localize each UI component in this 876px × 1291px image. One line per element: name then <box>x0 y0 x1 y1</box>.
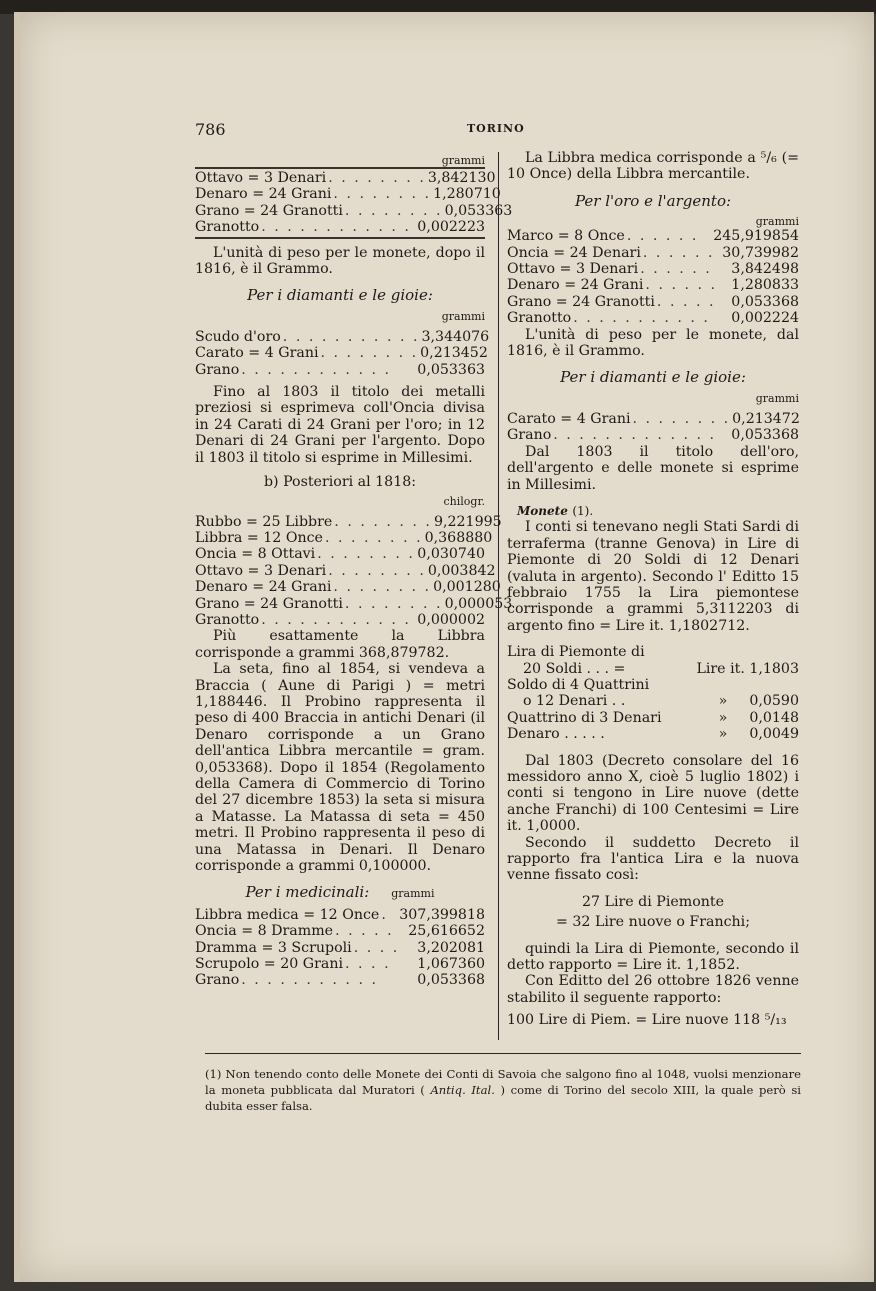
paragraph: I conti si tenevano negli Stati Sardi di terraferma (tranne Genova) in Lire di Piemonte di 20 Soldi di 12 Denari (valuta in argento). Secondo l' Editto 15 febbraio 1755 la Lira piemontese corrisponde a grammi 5,3112203 di argento fino = Lire it. 1,1802712. <box>507 519 799 634</box>
paragraph: Più esattamente la Libbra corrisponde a grammi 368,879782. <box>195 628 485 661</box>
footnote-rule <box>205 1053 801 1054</box>
paragraph: L'unità di peso per le monete, dopo il 1816, è il Grammo. <box>195 244 485 278</box>
table-row: Grano = 24 Granotti . . . . . 0,053368 <box>507 293 799 310</box>
table-row: Grano . . . . . . . . . . . 0,053368 <box>195 972 485 989</box>
page-number: 786 <box>195 120 226 139</box>
table-row: Ottavo = 3 Denari . . . . . . . . 3,842130 <box>195 170 496 186</box>
right-column <box>507 150 799 1029</box>
table-row: Ottavo = 3 Denari . . . . . . . . 0,003842 <box>195 562 496 579</box>
table-row: Quattrino di 3 Denari » 0,0148 <box>507 709 799 726</box>
section-heading: Per l'oro e l'argento: <box>574 191 732 210</box>
table-row: Denaro = 24 Grani . . . . . . 1,280833 <box>507 277 799 294</box>
table-row: Oncia = 8 Ottavi . . . . . . . . 0,030740 <box>195 546 485 563</box>
table-row: Ottavo = 3 Denari . . . . . . 3,842498 <box>507 261 799 278</box>
table-row: Oncia = 24 Denari . . . . . . 30,739982 <box>507 244 799 261</box>
paragraph: Dal 1803 (Decreto consolare del 16 messidoro anno X, cioè 5 luglio 1802) i conti si tengono in Lire nuove (dette anche Franchi) di 100 Centesimi = Lire it. 1,0000. <box>507 752 799 835</box>
footnote: (1) Non tenendo conto delle Monete dei Conti di Savoia che salgono fino al 1048, vuolsi menzionare la moneta pubblicata dal Muratori ( Antiq. Ital. ) come di Torino del secolo XIII, la quale però si dubita esser falsa. <box>205 1067 802 1113</box>
gold-silver-table <box>507 228 799 326</box>
weights-table-3 <box>195 513 513 629</box>
table-row: Grano = 24 Granotti . . . . . . . . 0,053363 <box>195 202 513 219</box>
table-row: Denaro . . . . . » 0,0049 <box>507 726 799 743</box>
table-row: Scrupolo = 20 Grani . . . . 1,067360 <box>195 956 485 973</box>
paragraph: Fino al 1803 il titolo dei metalli preziosi si esprimeva coll'Oncia divisa in 24 Carati di 24 Grani per l'oro; in 12 Denari di 24 Grani per l'argento. Dopo il 1803 il titolo si esprime in Millesimi. <box>195 384 485 466</box>
section-heading: Per i diamanti e le gioie: <box>247 286 433 305</box>
table-row: Carato = 4 Grani . . . . . . . . 0,213472 <box>507 410 800 427</box>
unit-label: chilogr. <box>443 494 485 508</box>
unit-label: grammi <box>441 309 485 323</box>
diamonds-table <box>507 411 799 444</box>
table-row: Granotto . . . . . . . . . . . 0,002224 <box>507 310 799 327</box>
table-row: Libbra medica = 12 Once . 307,399818 <box>195 906 485 923</box>
weights-table-1 <box>195 167 513 239</box>
paragraph: La Libbra medica corrisponde a ⁵/₆ (= 10 Once) della Libbra mercantile. <box>507 150 799 183</box>
paragraph: Secondo il suddetto Decreto il rapporto fra l'antica Lira e la nuova venne fissato così: <box>507 834 799 884</box>
table-row: Granotto . . . . . . . . . . . . 0,000002 <box>195 611 485 628</box>
table-row: 20 Soldi . . . = Lire it. 1,1803 <box>523 660 799 677</box>
table-row: Rubbo = 25 Libbre . . . . . . . . 9,221995 <box>195 513 502 530</box>
table-row: Oncia = 8 Dramme . . . . . 25,616652 <box>195 923 485 940</box>
paragraph: Con Editto del 26 ottobre 1826 venne stabilito il seguente rapporto: <box>507 973 799 1006</box>
table-row: Granotto . . . . . . . . . . . . 0,002223 <box>195 219 485 236</box>
paragraph: 100 Lire di Piem. = Lire nuove 118 ⁵/₁₃ <box>507 1012 787 1029</box>
running-title: TORINO <box>467 122 525 135</box>
money-table <box>507 644 799 742</box>
table-row: Scudo d'oro . . . . . . . . . . . 3,344076 <box>195 328 490 345</box>
paragraph: La seta, fino al 1854, si vendeva a Braccia ( Aune di Parigi ) = metri 1,188446. Il Probino rappresenta il peso di 400 Braccia in antichi Denari (il Denaro corrisponde a un Grano dell'antica Libbra mercantile = gram. 0,053368). Dopo il 1854 (Regolamento della Camera di Commercio di Torino del 27 dicembre 1853) la seta si misura a Matasse. La Matassa di seta = 450 metri. Il Probino rappresenta il peso di una Matassa in Denari. Il Denaro corrisponde a grammi 0,100000. <box>195 661 485 875</box>
paragraph: quindi la Lira di Piemonte, secondo il detto rapporto = Lire it. 1,1852. <box>507 940 799 974</box>
paragraph: Dal 1803 il titolo dell'oro, dell'argento e delle monete si esprime in Millesimi. <box>507 443 799 493</box>
table-row: Soldo di 4 Quattrini <box>507 676 650 693</box>
equation-line: 27 Lire di Piemonte <box>581 893 725 910</box>
table-row: Grano = 24 Granotti . . . . . . . . 0,000053 <box>195 595 513 612</box>
page-header <box>195 120 805 140</box>
equation-line: = 32 Lire nuove o Franchi; <box>555 914 751 931</box>
unit-label: grammi <box>441 154 485 167</box>
subsection-heading: b) Posteriori al 1818: <box>263 474 417 491</box>
section-heading: Per i medicinali: grammi <box>245 883 435 902</box>
unit-label: grammi <box>755 215 799 229</box>
table-row: Libbra = 12 Once . . . . . . . . 0,368880 <box>195 529 493 546</box>
table-row: Denaro = 24 Grani . . . . . . . . 0,001280 <box>195 579 501 596</box>
monete-heading: Monete (1). <box>517 503 594 518</box>
section-heading: Per i diamanti e le gioie: <box>560 368 746 387</box>
table-row: Grano . . . . . . . . . . . . 0,053363 <box>195 361 485 378</box>
table-row: Grano . . . . . . . . . . . . . 0,053368 <box>507 427 799 444</box>
table-row: Carato = 4 Grani . . . . . . . . 0,213452 <box>195 345 488 362</box>
unit-label: grammi <box>391 887 435 901</box>
left-column <box>195 154 513 989</box>
paragraph: L'unità di peso per le monete, dal 1816, è il Grammo. <box>507 326 799 360</box>
weights-table-2 <box>195 328 490 378</box>
table-row: Denaro = 24 Grani . . . . . . . . 1,280710 <box>195 186 501 203</box>
table-row: Lira di Piemonte di <box>507 644 645 661</box>
unit-label: grammi <box>755 391 799 405</box>
table-row: Marco = 8 Once . . . . . . 245,919854 <box>507 228 799 245</box>
weights-table-4 <box>195 907 485 989</box>
table-row: Dramma = 3 Scrupoli . . . . 3,202081 <box>195 939 485 956</box>
table-row: o 12 Denari . . » 0,0590 <box>523 693 799 710</box>
